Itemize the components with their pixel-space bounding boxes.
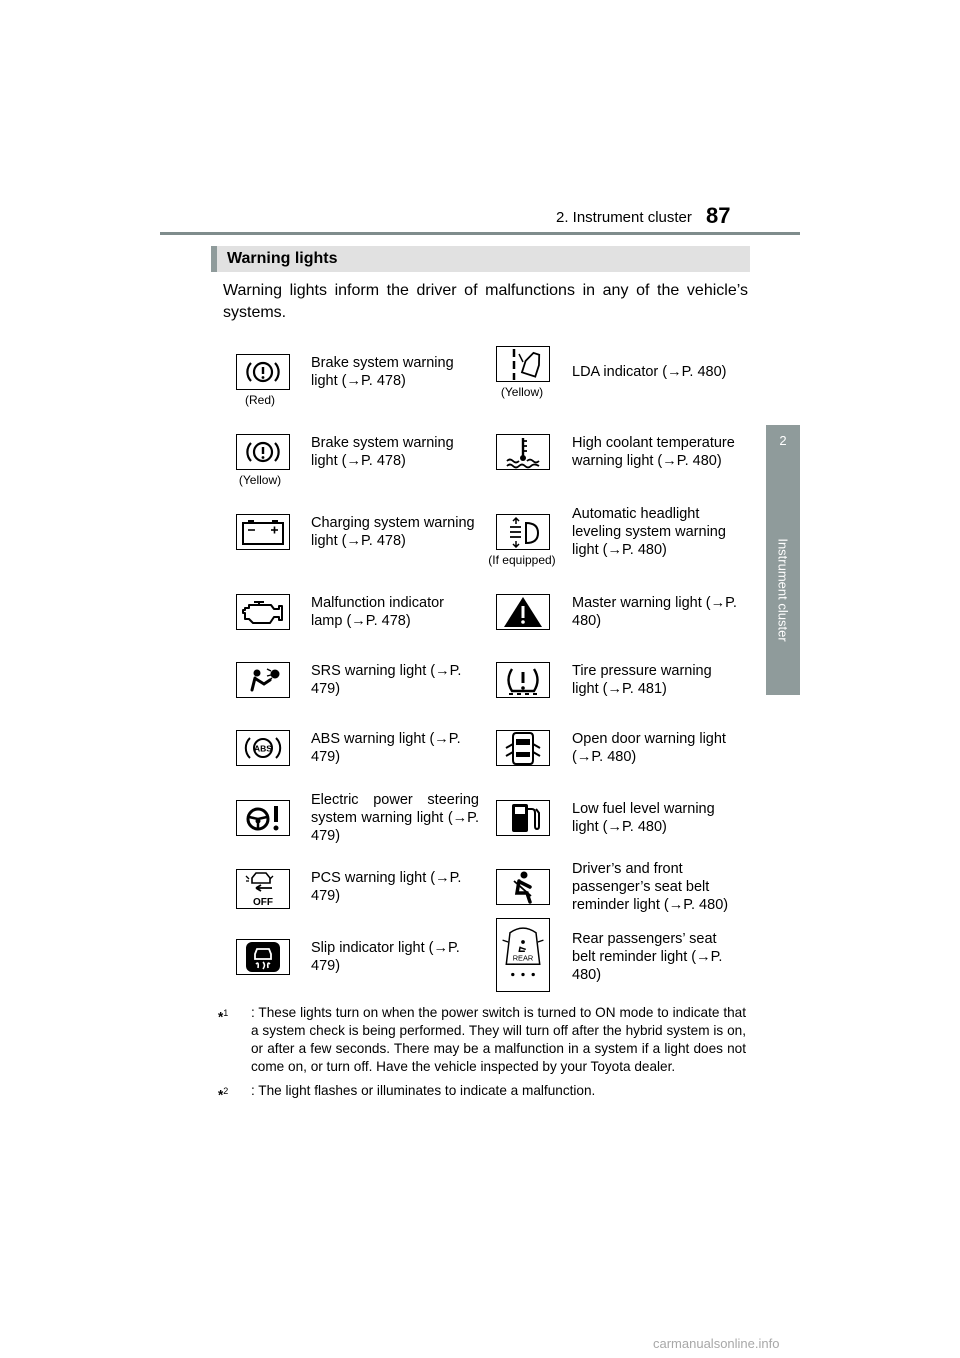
warning-light-description: Rear passengers’ seat belt reminder light (→P. 480)	[572, 931, 723, 983]
warning-light-description: Tire pressure warning light (→P. 481)	[572, 663, 712, 697]
icon-lettering: REAR	[512, 953, 534, 963]
warning-light-description: Automatic headlight leveling system warning light (→P. 480)	[572, 506, 726, 558]
slip-indicator-icon	[236, 939, 290, 975]
icon-lettering: OFF	[253, 897, 273, 908]
warning-light-description: Brake system warning light (→P. 478)	[311, 435, 454, 469]
brake-warning-icon	[236, 434, 290, 470]
warning-light-description: ABS warning light (→P. 479)	[311, 731, 461, 765]
brake-warning-icon	[236, 354, 290, 390]
icon-caption: (Red)	[244, 393, 276, 407]
footnote-text: : The light flashes or illuminates to indicate a malfunction.	[251, 1083, 596, 1098]
rear-seat-belt-icon	[496, 918, 550, 992]
footnote	[218, 1004, 746, 1076]
fuel-pump-icon	[496, 800, 550, 836]
lane-departure-icon	[496, 346, 550, 382]
footnote-mark: *$^2$	[218, 1086, 229, 1103]
power-steering-icon	[236, 800, 290, 836]
icon-caption: (Yellow)	[238, 473, 282, 487]
section-heading: 2. Instrument cluster	[556, 209, 692, 226]
warning-light-description: Driver’s and front passenger’s seat belt reminder light (→P. 480)	[572, 861, 729, 913]
warning-light-description: High coolant temperature warning light (→P. 480)	[572, 435, 735, 469]
pcs-off-icon	[236, 869, 290, 909]
footnotes	[218, 1004, 746, 1106]
warning-light-description: Low fuel level warning light (→P. 480)	[572, 801, 715, 835]
page-number: 87	[706, 203, 731, 228]
engine-check-icon	[236, 594, 290, 630]
warning-light-description: LDA indicator (→P. 480)	[572, 364, 727, 380]
chapter-number: 2	[779, 433, 787, 448]
tire-pressure-icon	[496, 662, 550, 698]
master-warning-icon	[496, 594, 550, 630]
open-door-icon	[496, 730, 550, 766]
warning-light-description: Malfunction indicator lamp (→P. 478)	[311, 595, 444, 629]
icon-caption: (Yellow)	[500, 385, 544, 399]
coolant-temperature-icon	[496, 434, 550, 470]
warning-light-description: Slip indicator light (→P. 479)	[311, 940, 460, 974]
seat-belt-icon	[496, 869, 550, 905]
icon-caption: (If equipped)	[488, 553, 556, 567]
header-divider	[160, 232, 800, 235]
warning-light-description: Charging system warning light (→P. 478)	[311, 515, 475, 549]
intro-paragraph: Warning lights inform the driver of malfunctions in any of the vehicle’s systems.	[223, 282, 748, 321]
watermark: carmanualsonline.info	[653, 1336, 780, 1351]
warning-light-description: Master warning light (→P. 480)	[572, 595, 737, 629]
warning-light-description: Brake system warning light (→P. 478)	[311, 355, 454, 389]
warning-light-description: Open door warning light (→P. 480)	[572, 731, 726, 765]
battery-icon	[236, 514, 290, 550]
footnote	[218, 1082, 746, 1103]
chapter-tab[interactable]	[766, 425, 800, 695]
headlight-leveling-icon	[496, 514, 550, 550]
chapter-label: Instrument cluster	[775, 538, 791, 642]
warning-light-description: PCS warning light (→P. 479)	[311, 870, 462, 904]
svg-text:ABS: ABS	[254, 743, 272, 754]
abs-icon	[236, 730, 290, 766]
section-title: Warning lights	[227, 250, 338, 267]
airbag-icon	[236, 662, 290, 698]
section-title-bar	[211, 246, 750, 272]
warning-light-description: SRS warning light (→P. 479)	[311, 663, 462, 697]
footnote-text: : These lights turn on when the power switch is turned to ON mode to indicate that a system check is being performed. They will turn off after the hybrid system is on, or after a few seconds. There may be a malfunction in a system if a light does not come on, or turn off. Have the vehicle inspected by your Toyota dealer.	[251, 1005, 746, 1074]
warning-light-description: Electric power steering system warning light (→P. 479)	[311, 792, 479, 844]
footnote-mark: *$^1$	[218, 1008, 229, 1025]
